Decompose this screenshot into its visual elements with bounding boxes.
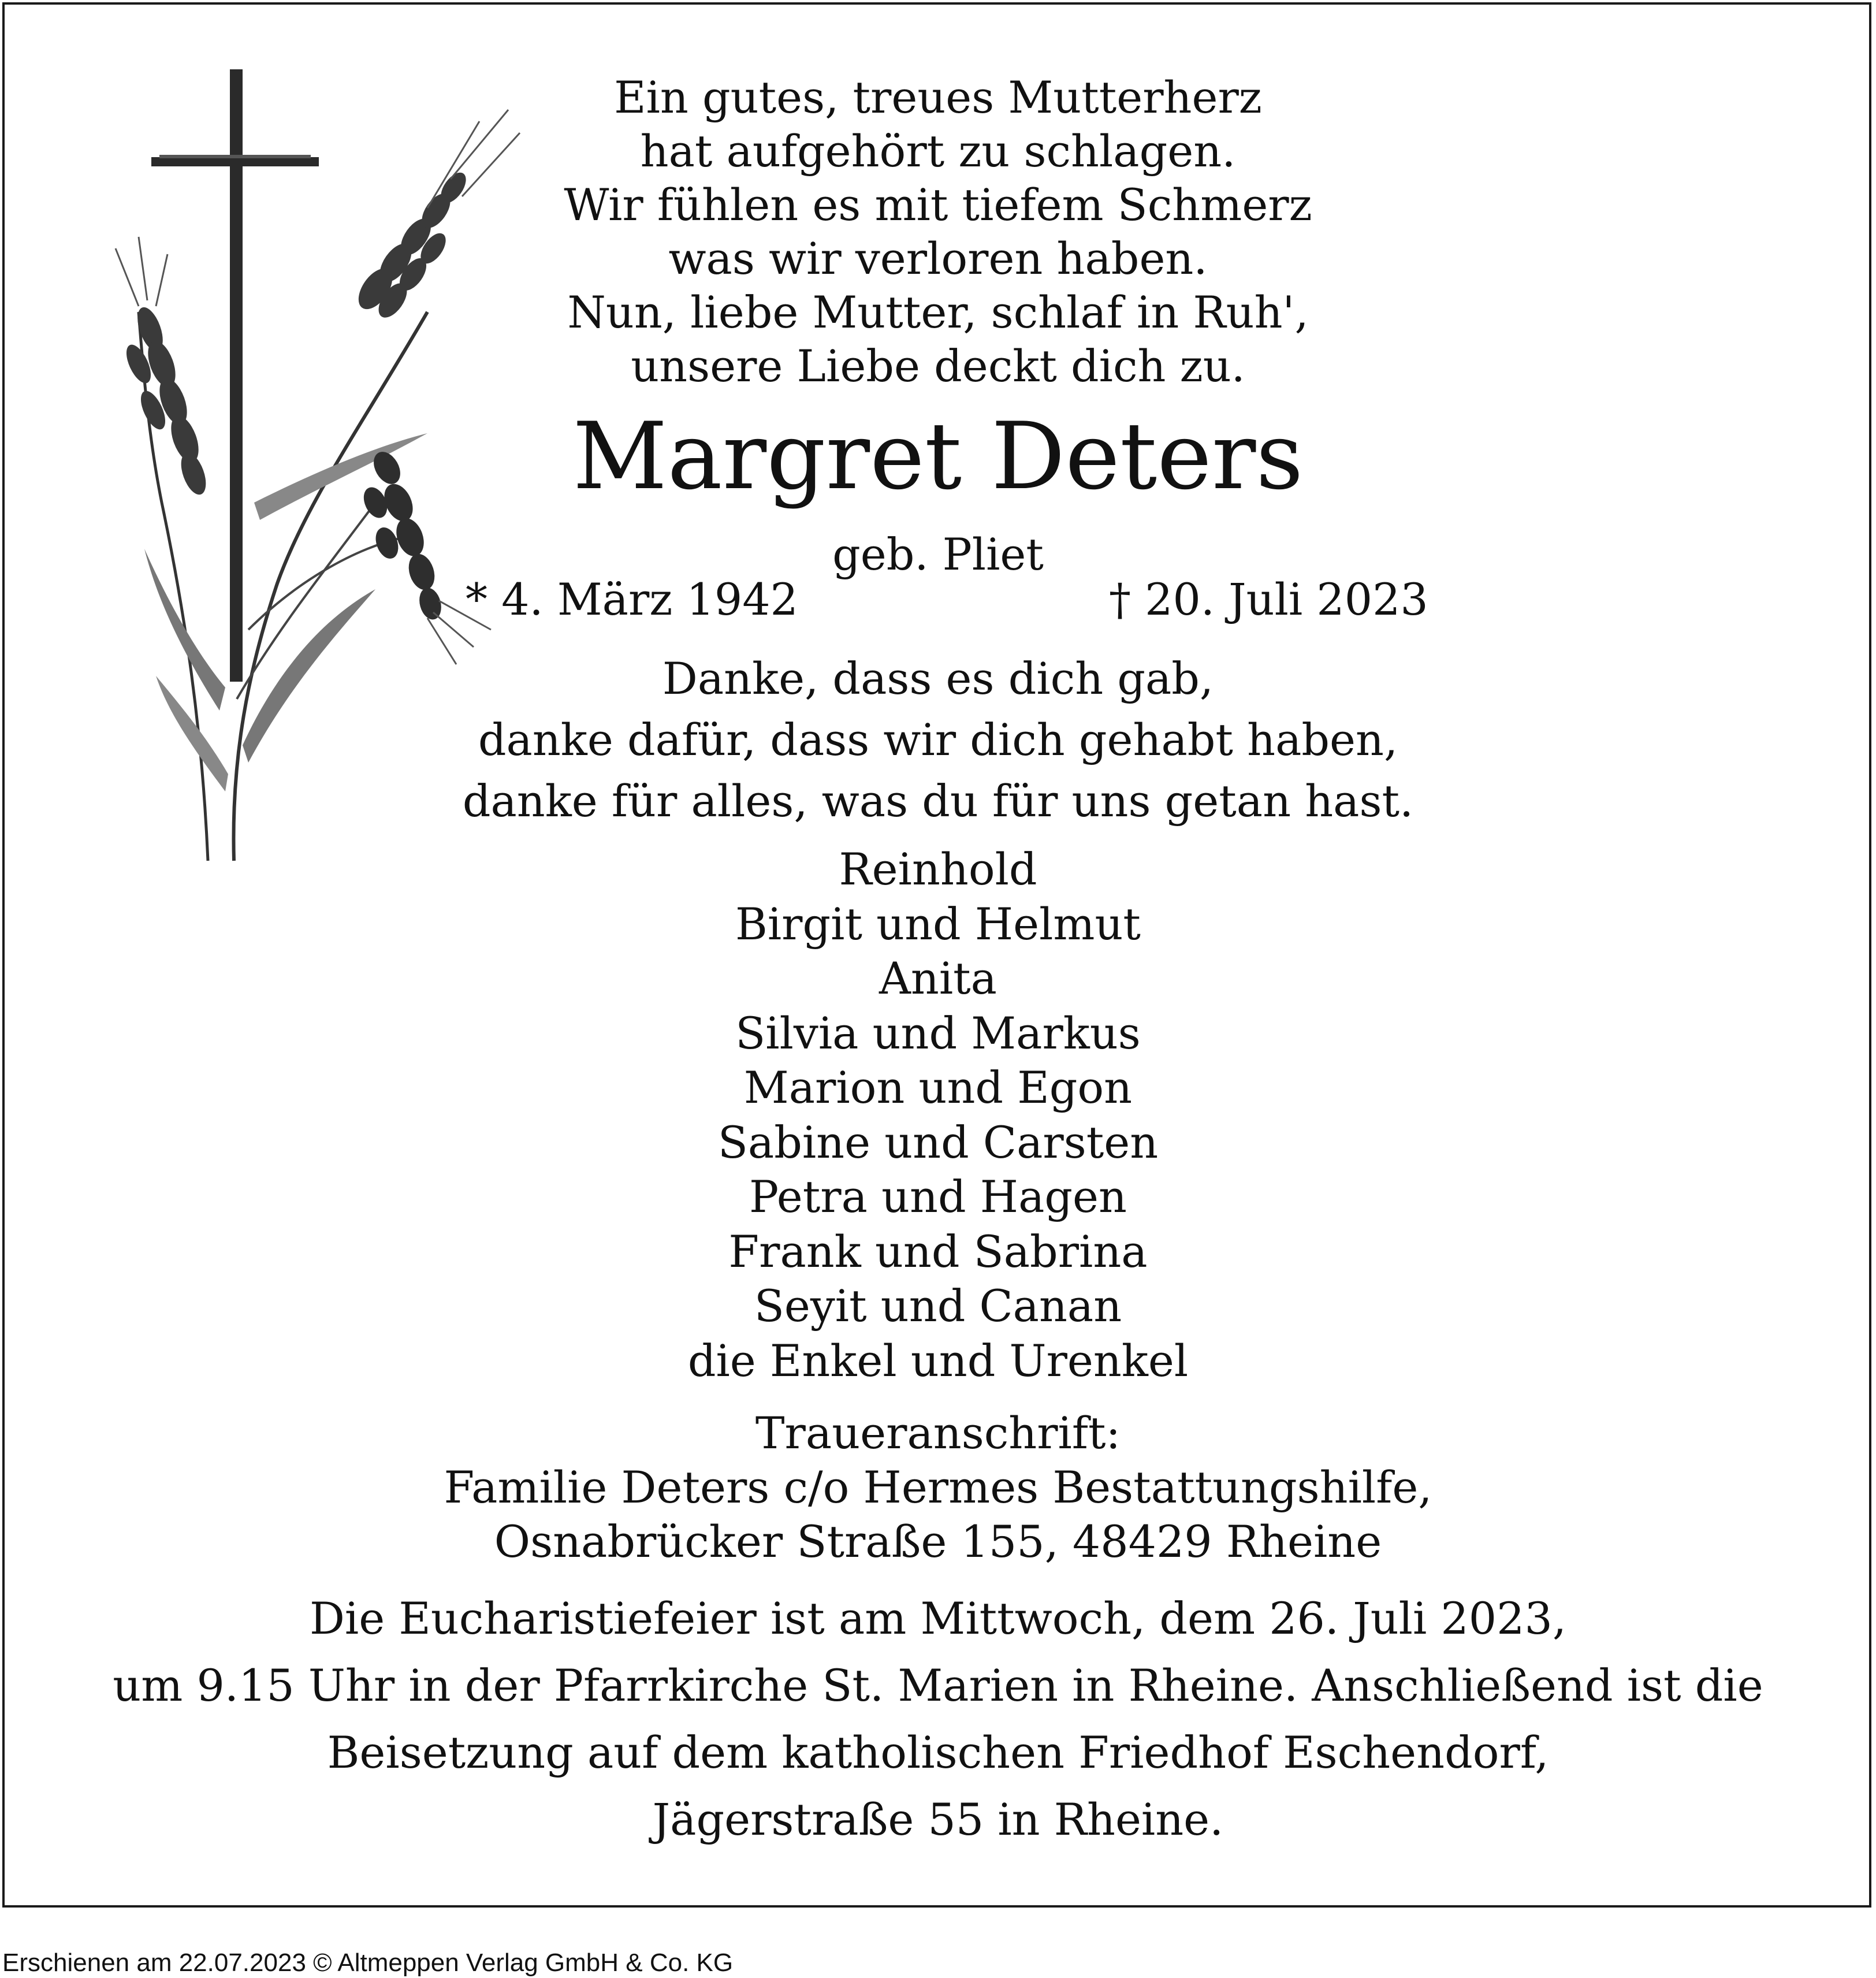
family-member: Petra und Hagen [749, 1171, 1127, 1222]
address-line: Familie Deters c/o Hermes Bestattungshilfe, [444, 1462, 1432, 1513]
family-member: Silvia und Markus [735, 1007, 1141, 1059]
service-line: Die Eucharistiefeier ist am Mittwoch, dem 26. Juli 2023, [310, 1593, 1566, 1644]
service-info [0, 1585, 1876, 1853]
address-line: Osnabrücker Straße 155, 48429 Rheine [494, 1516, 1382, 1567]
family-member: Sabine und Carsten [717, 1116, 1159, 1168]
poem-line: Nun, liebe Mutter, schlaf in Ruh', [567, 287, 1309, 338]
publication-footer: Erschienen am 22.07.2023 © Altmeppen Verlag GmbH & Co. KG [2, 1949, 734, 1977]
birth-date: * 4. März 1942 [466, 574, 798, 625]
thanks-line: danke dafür, dass wir dich gehabt haben, [478, 714, 1398, 765]
family-list [0, 842, 1876, 1388]
service-line: um 9.15 Uhr in der Pfarrkirche St. Marien in Rheine. Anschließend ist die [113, 1660, 1763, 1711]
family-member: Reinhold [839, 843, 1037, 895]
family-member: Frank und Sabrina [728, 1225, 1148, 1277]
thanks-line: danke für alles, was du für uns getan hast. [462, 775, 1414, 827]
poem-line: unsere Liebe deckt dich zu. [631, 340, 1245, 392]
thanks-line: Danke, dass es dich gab, [662, 653, 1214, 704]
death-date: † 20. Juli 2023 [1109, 574, 1428, 625]
thanks-text [0, 648, 1876, 832]
deceased-name: Margret Deters [572, 402, 1304, 510]
maiden-name: geb. Pliet [832, 529, 1044, 580]
service-line: Jägerstraße 55 in Rheine. [652, 1794, 1224, 1845]
address-line: Traueranschrift: [755, 1407, 1121, 1459]
family-member: Seyit und Canan [754, 1280, 1122, 1332]
family-member: Anita [879, 953, 997, 1004]
poem-line: Wir fühlen es mit tiefem Schmerz [564, 179, 1312, 230]
poem-line: Ein gutes, treues Mutterherz [614, 72, 1262, 123]
poem [0, 70, 1876, 393]
family-member: die Enkel und Urenkel [687, 1334, 1189, 1386]
service-line: Beisetzung auf dem katholischen Friedhof Eschendorf, [327, 1727, 1549, 1778]
family-member: Marion und Egon [743, 1062, 1133, 1113]
poem-line: was wir verloren haben. [668, 233, 1208, 284]
family-member: Birgit und Helmut [735, 898, 1141, 950]
mourning-address [0, 1406, 1876, 1569]
poem-line: hat aufgehört zu schlagen. [640, 125, 1236, 177]
